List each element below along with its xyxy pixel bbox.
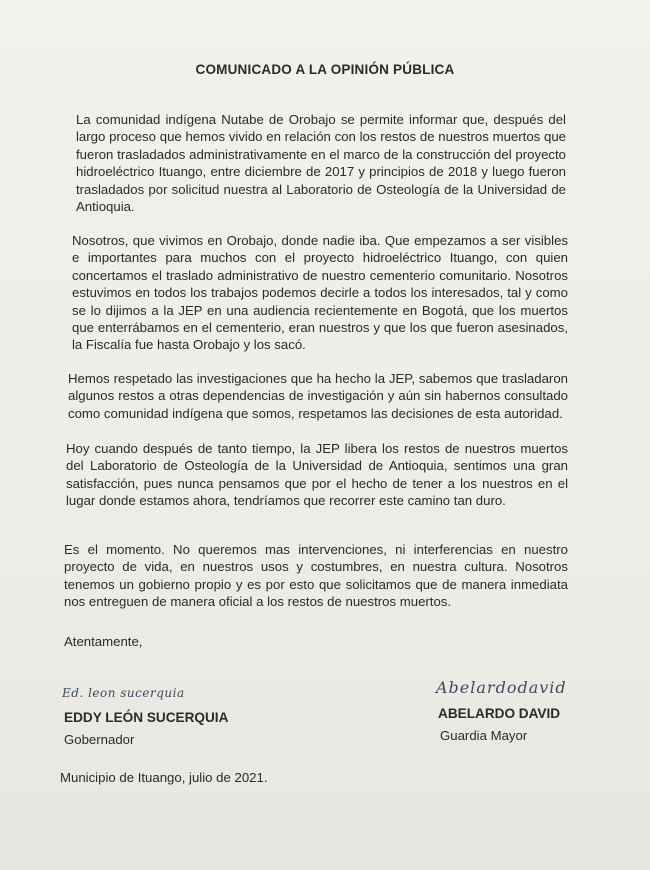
signatory-role-guard: Guardia Mayor [440,728,528,743]
paragraph-4: Hoy cuando después de tanto tiempo, la JEP libera los restos de nuestros muertos del Laboratorio de Osteología de la Universidad de Antioquia, sentimos una gran satisfacción, pues nunca pensamos que por el hecho de tener a los nuestros en el lugar donde estamos ahora, tendríamos que recorrer este camino tan duro. [66,441,568,509]
paragraph-3: Hemos respetado las investigaciones que ha hecho la JEP, sabemos que trasladaron algunos restos a otras dependencias de investigación y aún sin habernos consultado como comunidad indígena que somos, respetamos las decisiones de esta autoridad. [68,371,568,421]
document-title: COMUNICADO A LA OPINIÓN PÚBLICA [195,62,455,77]
signatory-name-guard: ABELARDO DAVID [438,706,561,721]
place-and-date: Municipio de Ituango, julio de 2021. [60,770,268,785]
signatory-role-governor: Gobernador [64,732,135,747]
paragraph-5: Es el momento. No queremos mas intervenciones, ni interferencias en nuestro proyecto de vida, en nuestros usos y costumbres, en nuestra cultura. Nosotros tenemos un gobierno propio y es por esto que solicitamos que de manera inmediata nos entreguen de manera oficial a los restos de nuestros muertos. [64,542,568,610]
closing-salutation: Atentamente, [64,634,143,649]
paragraph-2: Nosotros, que vivimos en Orobajo, donde nadie iba. Que empezamos a ser visibles e importantes para muchos con el proyecto hidroeléctrico Ituango, con quien concertamos el traslado administrativo de nuestro cementerio comunitario. Nosotros estuvimos en todos los trabajos podemos decirle a todos los interesados, tal y como se lo dijimos a la JEP en una audiencia recientemente en Bogotá, que los muertos que enterrábamos en el cementerio, eran nuestros y que los que fueron asesinados, la Fiscalía fue hasta Orobajo y los sacó. [72,233,568,353]
signature-guard: Abelardodavid [436,678,567,697]
signatory-name-governor: EDDY LEÓN SUCERQUIA [64,710,229,725]
signature-governor: Ed. leon sucerquia [62,686,185,700]
paragraph-1: La comunidad indígena Nutabe de Orobajo se permite informar que, después del largo proceso que hemos vivido en relación con los restos de nuestros muertos que fueron trasladados administrativamente en el marco de la construcción del proyecto hidroeléctrico Ituango, entre diciembre de 2017 y principios de 2018 y luego fueron trasladados por solicitud nuestra al Laboratorio de Osteología de la Universidad de Antioquia. [76,112,566,215]
